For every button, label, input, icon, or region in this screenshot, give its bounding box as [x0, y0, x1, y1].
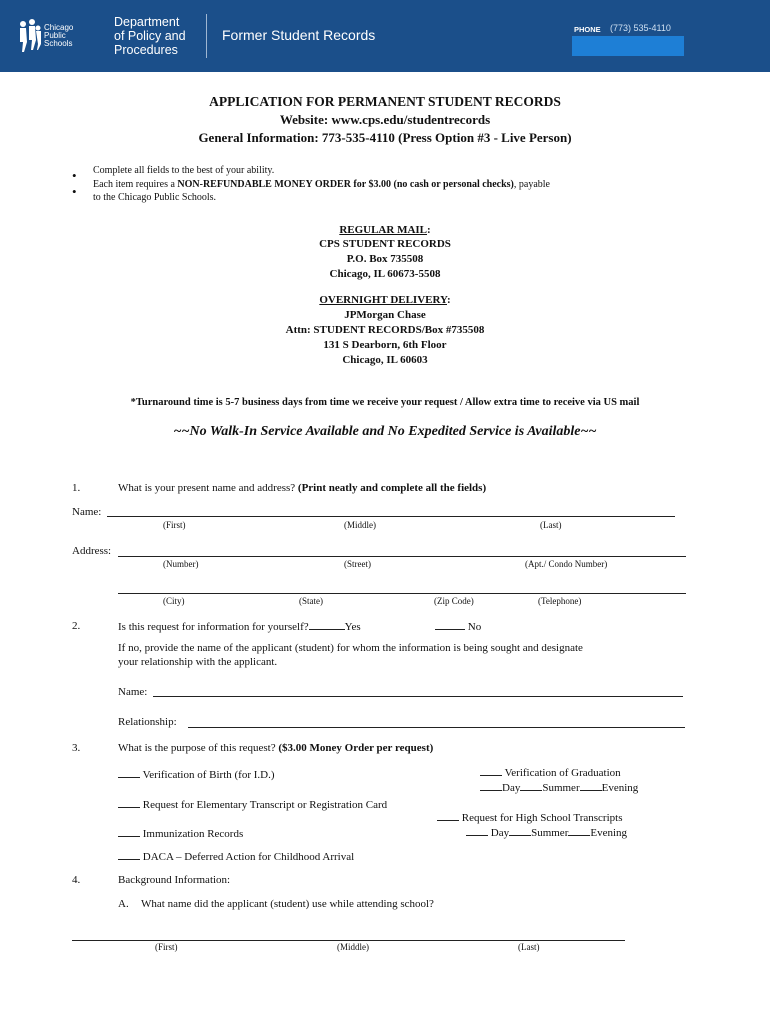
header-divider [206, 14, 207, 58]
q3-option-elementary: Request for Elementary Transcript or Registration Card [118, 798, 387, 811]
q2-followup-cont: your relationship with the applicant. [118, 656, 278, 668]
checkbox-blank[interactable] [509, 826, 531, 836]
checkbox-blank[interactable] [118, 827, 140, 837]
general-info-line: General Information: 773-535-4110 (Press Option #3 - Live Person) [198, 130, 572, 145]
q1-text: What is your present name and address? (Print neatly and complete all the fields) [118, 482, 487, 494]
header-title: Former Student Records [222, 27, 376, 43]
q4-name-field[interactable] [72, 940, 625, 941]
q4-sub-a-text: What name did the applicant (student) use while attending school? [141, 898, 434, 910]
q3-option-immunization: Immunization Records [118, 827, 243, 840]
q2-name-field[interactable] [153, 696, 683, 697]
bullet-text-2: Each item requires a NON-REFUNDABLE MONEY ORDER for $3.00 (no cash or personal checks), payable [93, 179, 550, 190]
field-caption: (First) [163, 520, 186, 530]
field-caption: (Number) [163, 559, 199, 569]
overnight-line: 131 S Dearborn, 6th Floor [323, 339, 447, 351]
field-caption: (Apt./ Condo Number) [525, 559, 608, 569]
q3-text: What is the purpose of this request? ($3.00 Money Order per request) [118, 742, 434, 754]
overnight-line: JPMorgan Chase [344, 309, 426, 321]
document-title: APPLICATION FOR PERMANENT STUDENT RECORDS [209, 94, 561, 109]
checkbox-blank[interactable] [118, 850, 140, 860]
field-caption: (Telephone) [538, 596, 582, 606]
department-name: Department of Policy and Procedures [114, 15, 186, 57]
q1-name-field[interactable] [107, 516, 675, 517]
q3-highschool-time: Day Summer Evening [466, 826, 627, 839]
checkbox-blank[interactable] [480, 766, 502, 776]
field-caption: (Zip Code) [434, 596, 474, 606]
field-caption: (First) [155, 942, 178, 952]
q3-graduation-time: Day Summer Evening [480, 781, 638, 794]
q2-followup: If no, provide the name of the applicant (student) for whom the information is being sought and designate [118, 642, 583, 654]
q1-number: 1. [72, 482, 81, 494]
q3-option-graduation: Verification of Graduation [480, 766, 621, 779]
website-line: Website: www.cps.edu/studentrecords [279, 112, 491, 127]
regular-mail-line: CPS STUDENT RECORDS [319, 238, 451, 250]
field-caption: (Last) [540, 520, 562, 530]
turnaround-note: *Turnaround time is 5-7 business days from time we receive your request / Allow extra time to receive via US mail [130, 397, 640, 408]
phone-number: (773) 535-4110 [610, 23, 671, 33]
field-caption: (Last) [518, 942, 540, 952]
checkbox-blank[interactable] [480, 781, 502, 791]
q1-city-field[interactable] [118, 593, 686, 594]
overnight-heading: OVERNIGHT DELIVERY: [319, 294, 451, 306]
q1-address-field[interactable] [118, 556, 686, 557]
logo-text: Chicago Public Schools [44, 23, 74, 48]
regular-mail-heading: REGULAR MAIL: [339, 224, 431, 236]
bullet-dot: • [72, 184, 77, 199]
q2-relationship-field[interactable] [188, 727, 685, 728]
checkbox-blank[interactable] [466, 826, 488, 836]
q4-text: Background Information: [118, 874, 231, 886]
bullet-text-2-cont: to the Chicago Public Schools. [93, 192, 217, 203]
q3-option-birth: Verification of Birth (for I.D.) [118, 768, 275, 781]
field-caption: (Middle) [344, 520, 376, 530]
overnight-line: Chicago, IL 60603 [342, 354, 428, 366]
q4-number: 4. [72, 874, 81, 886]
phone-box [572, 36, 684, 56]
q3-option-highschool: Request for High School Transcripts [437, 811, 622, 824]
field-caption: (City) [163, 596, 185, 606]
checkbox-blank[interactable] [118, 798, 140, 808]
q3-number: 3. [72, 742, 81, 754]
bullet-dot: • [72, 168, 77, 183]
regular-mail-line: Chicago, IL 60673-5508 [329, 268, 441, 280]
checkbox-blank[interactable] [520, 781, 542, 791]
checkbox-blank[interactable] [568, 826, 590, 836]
field-caption: (Street) [344, 559, 371, 569]
field-caption: (State) [299, 596, 323, 606]
regular-mail-line: P.O. Box 735508 [346, 253, 424, 265]
q4-sub-a-label: A. [118, 898, 129, 910]
q3-option-daca: DACA – Deferred Action for Childhood Arrival [118, 850, 354, 863]
overnight-line: Attn: STUDENT RECORDS/Box #735508 [285, 324, 485, 336]
no-walkin-note: ~~No Walk-In Service Available and No Expedited Service is Available~~ [173, 424, 597, 439]
phone-label: PHONE [574, 25, 601, 34]
q1-address-label: Address: [72, 545, 112, 557]
q2-no: No [435, 620, 481, 633]
q2-relationship-label: Relationship: [118, 716, 177, 728]
q2-text: Is this request for information for yourself? Yes [118, 621, 361, 633]
field-caption: (Middle) [337, 942, 369, 952]
q2-name-label: Name: [118, 686, 148, 698]
q2-yes-blank[interactable] [309, 620, 345, 630]
q2-no-blank[interactable] [435, 620, 465, 630]
q1-name-label: Name: [72, 506, 102, 518]
checkbox-blank[interactable] [580, 781, 602, 791]
q2-number: 2. [72, 620, 81, 632]
checkbox-blank[interactable] [118, 768, 140, 778]
bullet-text-1: Complete all fields to the best of your ability. [93, 165, 275, 176]
checkbox-blank[interactable] [437, 811, 459, 821]
